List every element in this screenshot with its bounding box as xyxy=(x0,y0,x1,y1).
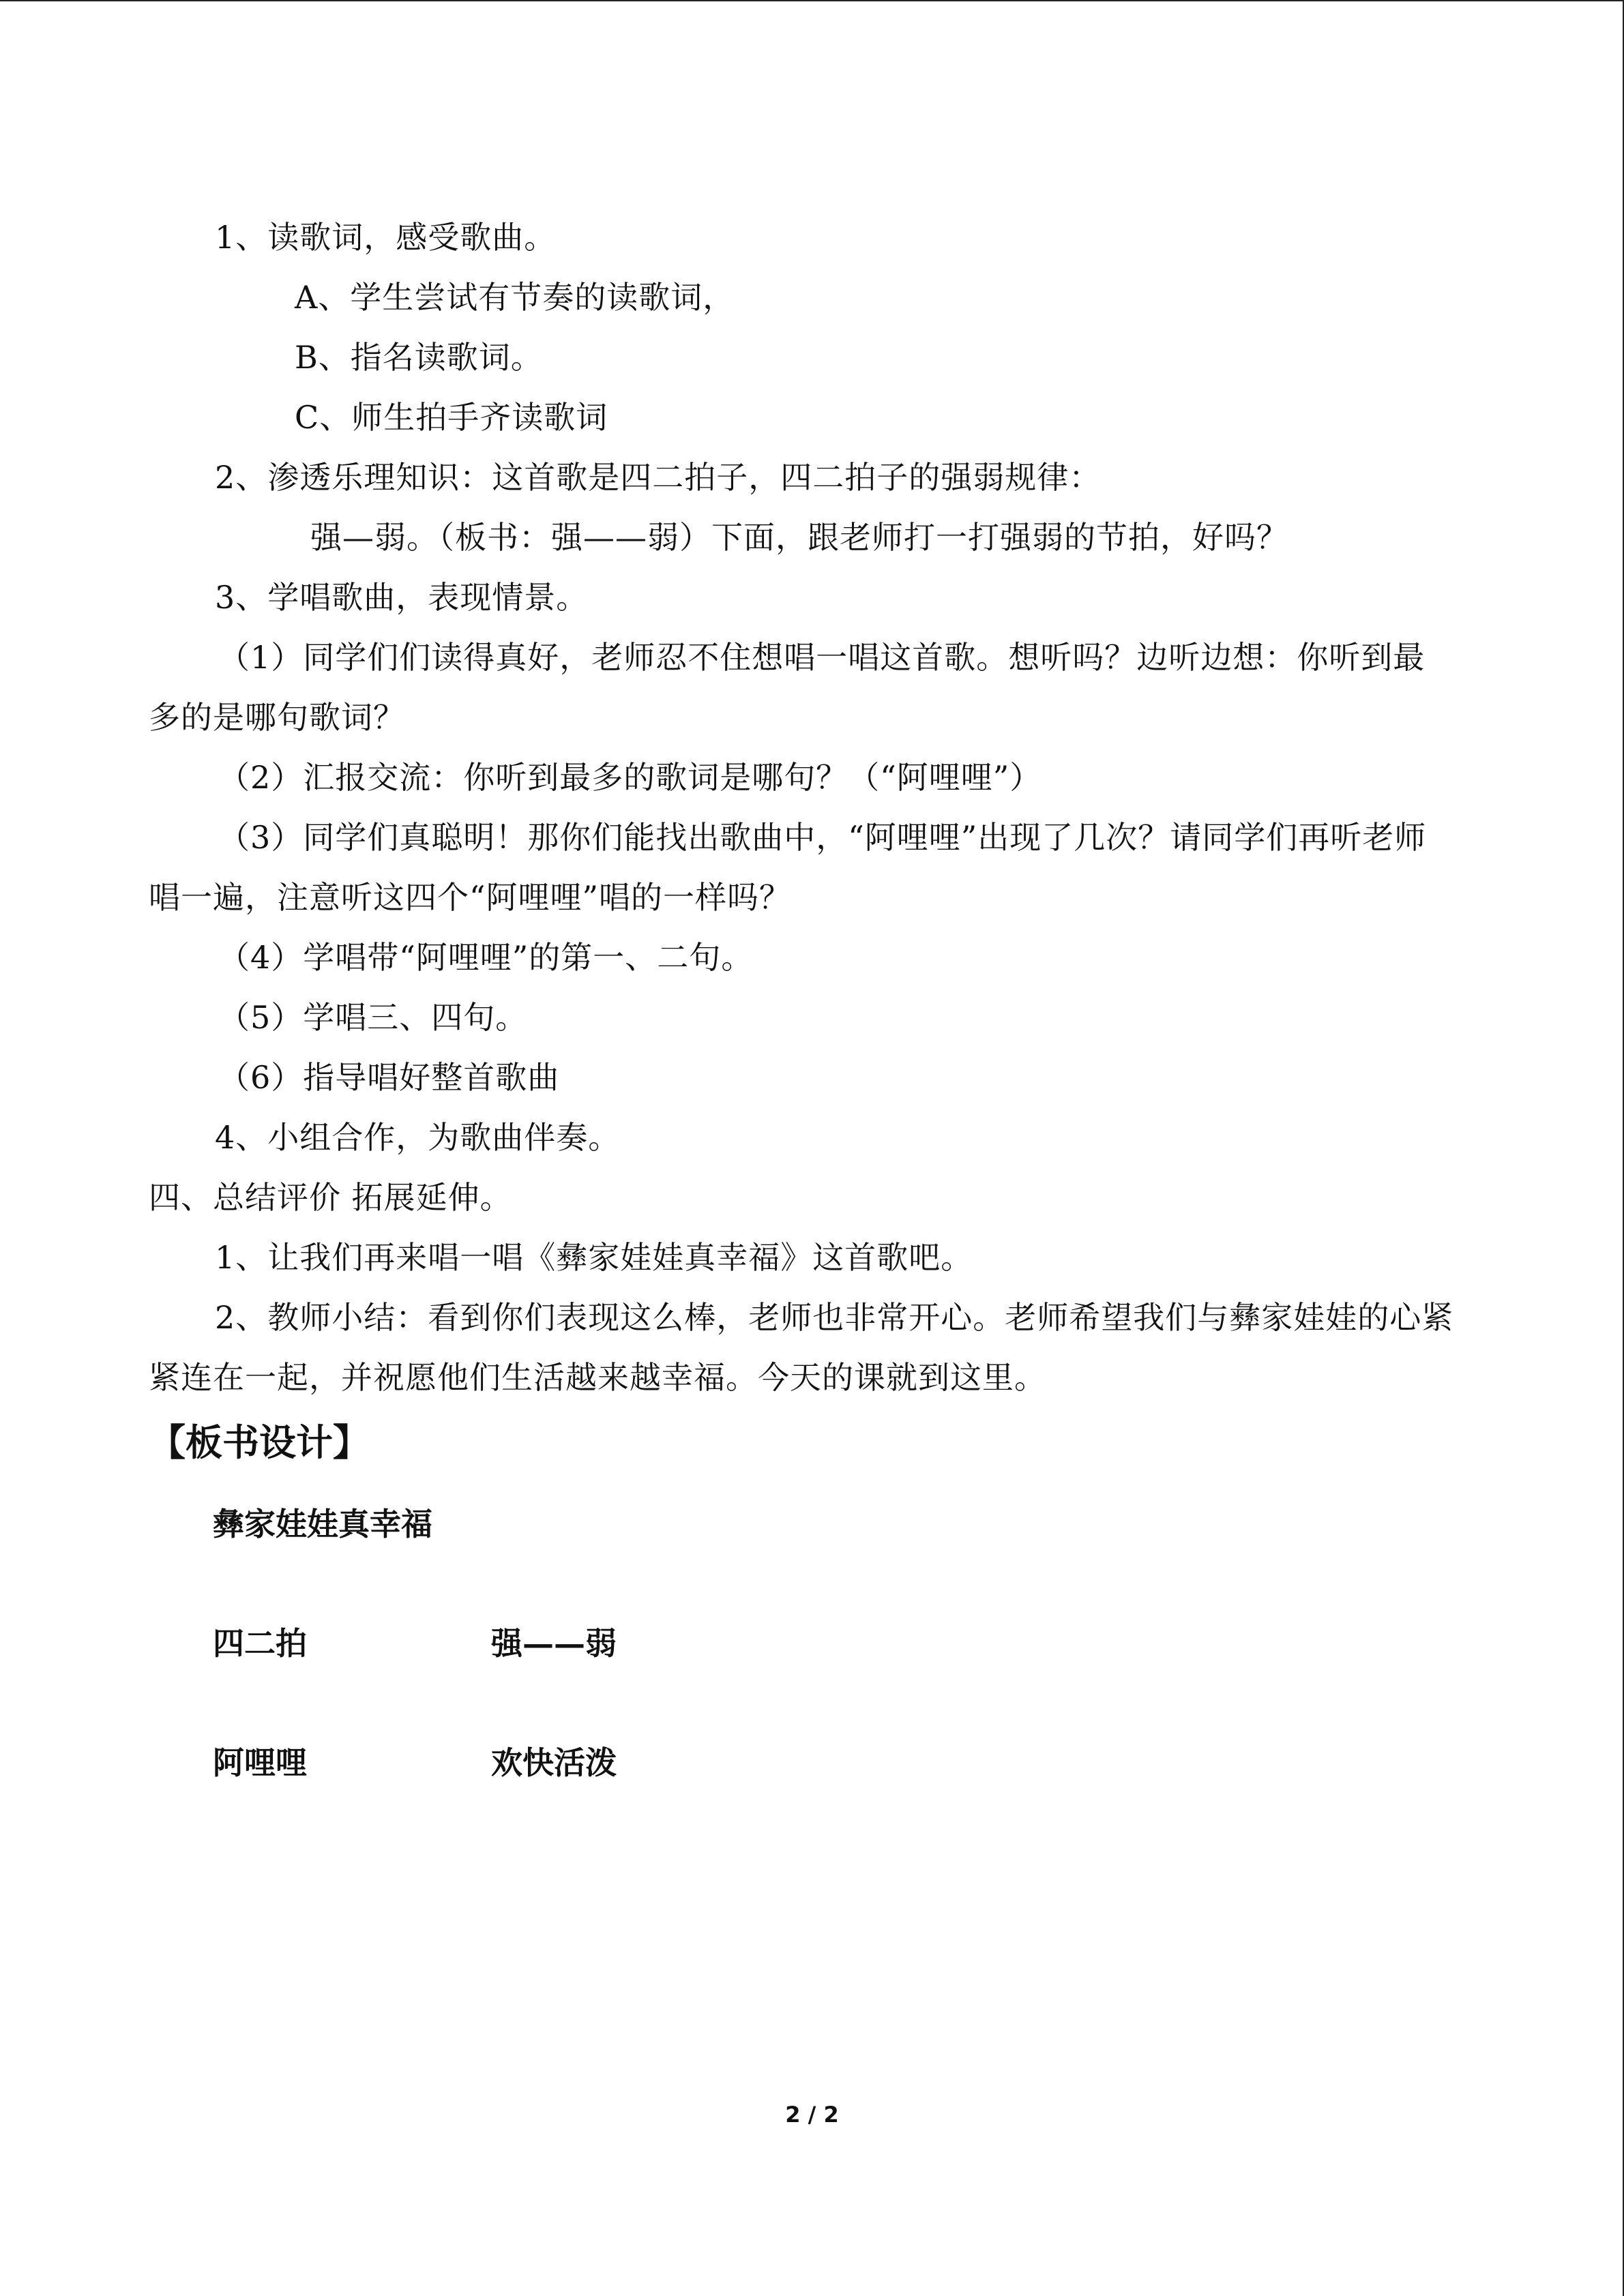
item-4: （4）学唱带“阿哩哩”的第一、二句。 xyxy=(218,939,754,976)
board-row1-right: 强——弱 xyxy=(491,1625,617,1662)
board-title: 彝家娃娃真幸福 xyxy=(213,1506,432,1542)
item-6: （6）指导唱好整首歌曲 xyxy=(218,1059,560,1096)
substep-c: C、师生拍手齐读歌词 xyxy=(295,399,608,436)
item-1-line-2: 多的是哪句歌词？ xyxy=(149,699,405,736)
board-row2-right: 欢快活泼 xyxy=(491,1744,617,1781)
item-2: （2）汇报交流：你听到最多的歌词是哪句？（“阿哩哩”） xyxy=(218,759,1042,796)
summary-item-2-line-2: 紧连在一起，并祝愿他们生活越来越幸福。今天的课就到这里。 xyxy=(149,1359,1046,1396)
substep-b: B、指名读歌词。 xyxy=(295,339,543,376)
music-theory-continued: 强—弱。（板书：强——弱）下面，跟老师打一打强弱的节拍，好吗？ xyxy=(310,519,1288,556)
step-read-lyrics: 1、读歌词，感受歌曲。 xyxy=(215,219,557,256)
step-group-work: 4、小组合作，为歌曲伴奏。 xyxy=(215,1119,621,1156)
board-row2-left: 阿哩哩 xyxy=(213,1744,307,1781)
summary-item-2-line-1: 2、教师小结：看到你们表现这么棒，老师也非常开心。老师希望我们与彝家娃娃的心紧 xyxy=(215,1299,1454,1336)
summary-item-1: 1、让我们再来唱一唱《彝家娃娃真幸福》这首歌吧。 xyxy=(215,1239,973,1276)
board-design-heading: 【板书设计】 xyxy=(149,1420,370,1464)
step-music-theory: 2、渗透乐理知识：这首歌是四二拍子，四二拍子的强弱规律： xyxy=(215,459,1102,496)
item-3-line-2: 唱一遍，注意听这四个“阿哩哩”唱的一样吗？ xyxy=(149,879,792,916)
substep-a: A、学生尝试有节奏的读歌词， xyxy=(295,279,735,316)
item-1-line-1: （1）同学们们读得真好，老师忍不住想唱一唱这首歌。想听吗？边听边想：你听到最 xyxy=(218,639,1426,676)
page-number: 2 / 2 xyxy=(785,2102,839,2128)
item-3-line-1: （3）同学们真聪明！那你们能找出歌曲中，“阿哩哩”出现了几次？请同学们再听老师 xyxy=(218,819,1427,856)
section-summary: 四、总结评价 拓展延伸。 xyxy=(149,1179,512,1216)
item-5: （5）学唱三、四句。 xyxy=(218,999,528,1036)
step-learn-song: 3、学唱歌曲，表现情景。 xyxy=(215,579,589,616)
board-row1-left: 四二拍 xyxy=(213,1625,307,1662)
